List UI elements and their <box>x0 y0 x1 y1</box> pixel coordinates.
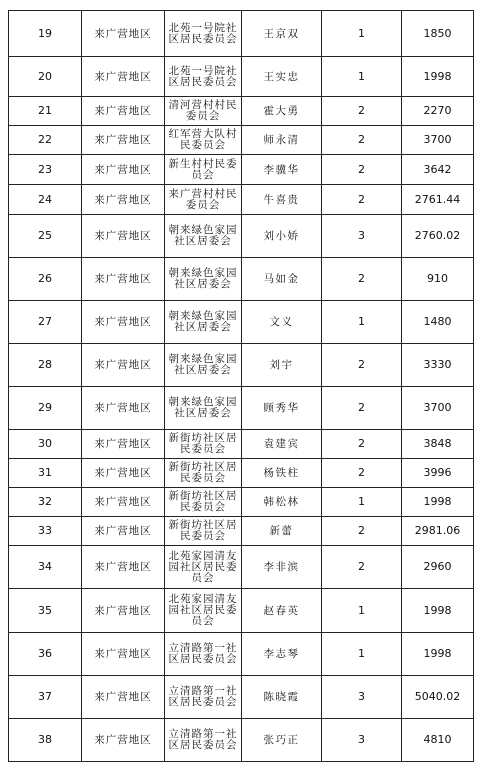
row-number-cell: 19 <box>9 11 82 57</box>
amount-cell: 1998 <box>402 633 474 676</box>
name-cell: 霍大勇 <box>242 97 322 126</box>
table-row <box>9 589 474 633</box>
table-body <box>9 11 474 762</box>
area-cell: 来广营地区 <box>82 155 165 185</box>
amount-cell: 2981.06 <box>402 517 474 546</box>
count-cell: 3 <box>322 676 402 719</box>
data-table <box>8 10 474 762</box>
table-row <box>9 301 474 344</box>
amount-cell: 2761.44 <box>402 185 474 215</box>
area-cell: 来广营地区 <box>82 719 165 762</box>
name-cell: 师永清 <box>242 126 322 155</box>
row-number-cell: 21 <box>9 97 82 126</box>
area-cell: 来广营地区 <box>82 430 165 459</box>
count-cell: 2 <box>322 344 402 387</box>
row-number-cell: 36 <box>9 633 82 676</box>
area-cell: 来广营地区 <box>82 589 165 633</box>
community-cell: 红军营大队村民委员会 <box>165 126 242 155</box>
count-cell: 1 <box>322 633 402 676</box>
count-cell: 2 <box>322 97 402 126</box>
name-cell: 赵春英 <box>242 589 322 633</box>
name-cell: 马如金 <box>242 258 322 301</box>
area-cell: 来广营地区 <box>82 344 165 387</box>
table-row <box>9 546 474 589</box>
community-cell: 北苑一号院社区居民委员会 <box>165 57 242 97</box>
count-cell: 1 <box>322 589 402 633</box>
table-row <box>9 633 474 676</box>
amount-cell: 2760.02 <box>402 215 474 258</box>
amount-cell: 3700 <box>402 126 474 155</box>
area-cell: 来广营地区 <box>82 301 165 344</box>
count-cell: 2 <box>322 517 402 546</box>
count-cell: 2 <box>322 126 402 155</box>
table-row <box>9 387 474 430</box>
amount-cell: 5040.02 <box>402 676 474 719</box>
community-cell: 立清路第一社区居民委员会 <box>165 676 242 719</box>
table-row <box>9 97 474 126</box>
amount-cell: 910 <box>402 258 474 301</box>
row-number-cell: 34 <box>9 546 82 589</box>
community-cell: 朝来绿色家园社区居委会 <box>165 301 242 344</box>
row-number-cell: 27 <box>9 301 82 344</box>
row-number-cell: 33 <box>9 517 82 546</box>
area-cell: 来广营地区 <box>82 126 165 155</box>
name-cell: 陈晓霞 <box>242 676 322 719</box>
count-cell: 2 <box>322 155 402 185</box>
table-row <box>9 11 474 57</box>
table-row <box>9 215 474 258</box>
area-cell: 来广营地区 <box>82 488 165 517</box>
name-cell: 袁建宾 <box>242 430 322 459</box>
table-row <box>9 517 474 546</box>
row-number-cell: 37 <box>9 676 82 719</box>
area-cell: 来广营地区 <box>82 185 165 215</box>
row-number-cell: 22 <box>9 126 82 155</box>
amount-cell: 4810 <box>402 719 474 762</box>
count-cell: 1 <box>322 11 402 57</box>
community-cell: 新街坊社区居民委员会 <box>165 517 242 546</box>
name-cell: 顾秀华 <box>242 387 322 430</box>
community-cell: 新街坊社区居民委员会 <box>165 430 242 459</box>
area-cell: 来广营地区 <box>82 11 165 57</box>
area-cell: 来广营地区 <box>82 258 165 301</box>
count-cell: 2 <box>322 387 402 430</box>
name-cell: 张巧正 <box>242 719 322 762</box>
count-cell: 2 <box>322 459 402 488</box>
community-cell: 北苑家园清友园社区居民委员会 <box>165 546 242 589</box>
name-cell: 李骥华 <box>242 155 322 185</box>
name-cell: 李非滨 <box>242 546 322 589</box>
area-cell: 来广营地区 <box>82 633 165 676</box>
name-cell: 王京双 <box>242 11 322 57</box>
name-cell: 牛喜贵 <box>242 185 322 215</box>
count-cell: 2 <box>322 258 402 301</box>
table-row <box>9 258 474 301</box>
amount-cell: 3642 <box>402 155 474 185</box>
amount-cell: 2270 <box>402 97 474 126</box>
table-row <box>9 676 474 719</box>
amount-cell: 3848 <box>402 430 474 459</box>
table-row <box>9 344 474 387</box>
community-cell: 朝来绿色家园社区居委会 <box>165 215 242 258</box>
count-cell: 1 <box>322 488 402 517</box>
table-row <box>9 155 474 185</box>
name-cell: 杨铁柱 <box>242 459 322 488</box>
name-cell: 刘小娇 <box>242 215 322 258</box>
amount-cell: 1850 <box>402 11 474 57</box>
row-number-cell: 29 <box>9 387 82 430</box>
row-number-cell: 20 <box>9 57 82 97</box>
name-cell: 文义 <box>242 301 322 344</box>
amount-cell: 1480 <box>402 301 474 344</box>
row-number-cell: 31 <box>9 459 82 488</box>
community-cell: 新街坊社区居民委员会 <box>165 459 242 488</box>
count-cell: 3 <box>322 719 402 762</box>
area-cell: 来广营地区 <box>82 517 165 546</box>
row-number-cell: 26 <box>9 258 82 301</box>
row-number-cell: 38 <box>9 719 82 762</box>
amount-cell: 3330 <box>402 344 474 387</box>
amount-cell: 1998 <box>402 488 474 517</box>
name-cell: 韩松林 <box>242 488 322 517</box>
row-number-cell: 35 <box>9 589 82 633</box>
community-cell: 新生村村民委员会 <box>165 155 242 185</box>
row-number-cell: 23 <box>9 155 82 185</box>
name-cell: 新蕾 <box>242 517 322 546</box>
community-cell: 朝来绿色家园社区居委会 <box>165 344 242 387</box>
table-row <box>9 719 474 762</box>
amount-cell: 3996 <box>402 459 474 488</box>
area-cell: 来广营地区 <box>82 97 165 126</box>
community-cell: 清河营村村民委员会 <box>165 97 242 126</box>
table-row <box>9 57 474 97</box>
name-cell: 刘宇 <box>242 344 322 387</box>
name-cell: 王实忠 <box>242 57 322 97</box>
amount-cell: 2960 <box>402 546 474 589</box>
count-cell: 3 <box>322 215 402 258</box>
row-number-cell: 28 <box>9 344 82 387</box>
row-number-cell: 24 <box>9 185 82 215</box>
table-row <box>9 430 474 459</box>
count-cell: 2 <box>322 185 402 215</box>
table-row <box>9 185 474 215</box>
community-cell: 来广营村村民委员会 <box>165 185 242 215</box>
count-cell: 2 <box>322 430 402 459</box>
community-cell: 朝来绿色家园社区居委会 <box>165 258 242 301</box>
amount-cell: 1998 <box>402 589 474 633</box>
area-cell: 来广营地区 <box>82 387 165 430</box>
name-cell: 李志琴 <box>242 633 322 676</box>
area-cell: 来广营地区 <box>82 676 165 719</box>
amount-cell: 1998 <box>402 57 474 97</box>
area-cell: 来广营地区 <box>82 57 165 97</box>
table-row <box>9 488 474 517</box>
table-row <box>9 459 474 488</box>
community-cell: 新街坊社区居民委员会 <box>165 488 242 517</box>
area-cell: 来广营地区 <box>82 546 165 589</box>
amount-cell: 3700 <box>402 387 474 430</box>
row-number-cell: 25 <box>9 215 82 258</box>
community-cell: 北苑一号院社区居民委员会 <box>165 11 242 57</box>
count-cell: 1 <box>322 57 402 97</box>
row-number-cell: 30 <box>9 430 82 459</box>
community-cell: 立清路第一社区居民委员会 <box>165 633 242 676</box>
community-cell: 立清路第一社区居民委员会 <box>165 719 242 762</box>
community-cell: 朝来绿色家园社区居委会 <box>165 387 242 430</box>
row-number-cell: 32 <box>9 488 82 517</box>
count-cell: 1 <box>322 301 402 344</box>
area-cell: 来广营地区 <box>82 459 165 488</box>
count-cell: 2 <box>322 546 402 589</box>
area-cell: 来广营地区 <box>82 215 165 258</box>
community-cell: 北苑家园清友园社区居民委员会 <box>165 589 242 633</box>
table-row <box>9 126 474 155</box>
